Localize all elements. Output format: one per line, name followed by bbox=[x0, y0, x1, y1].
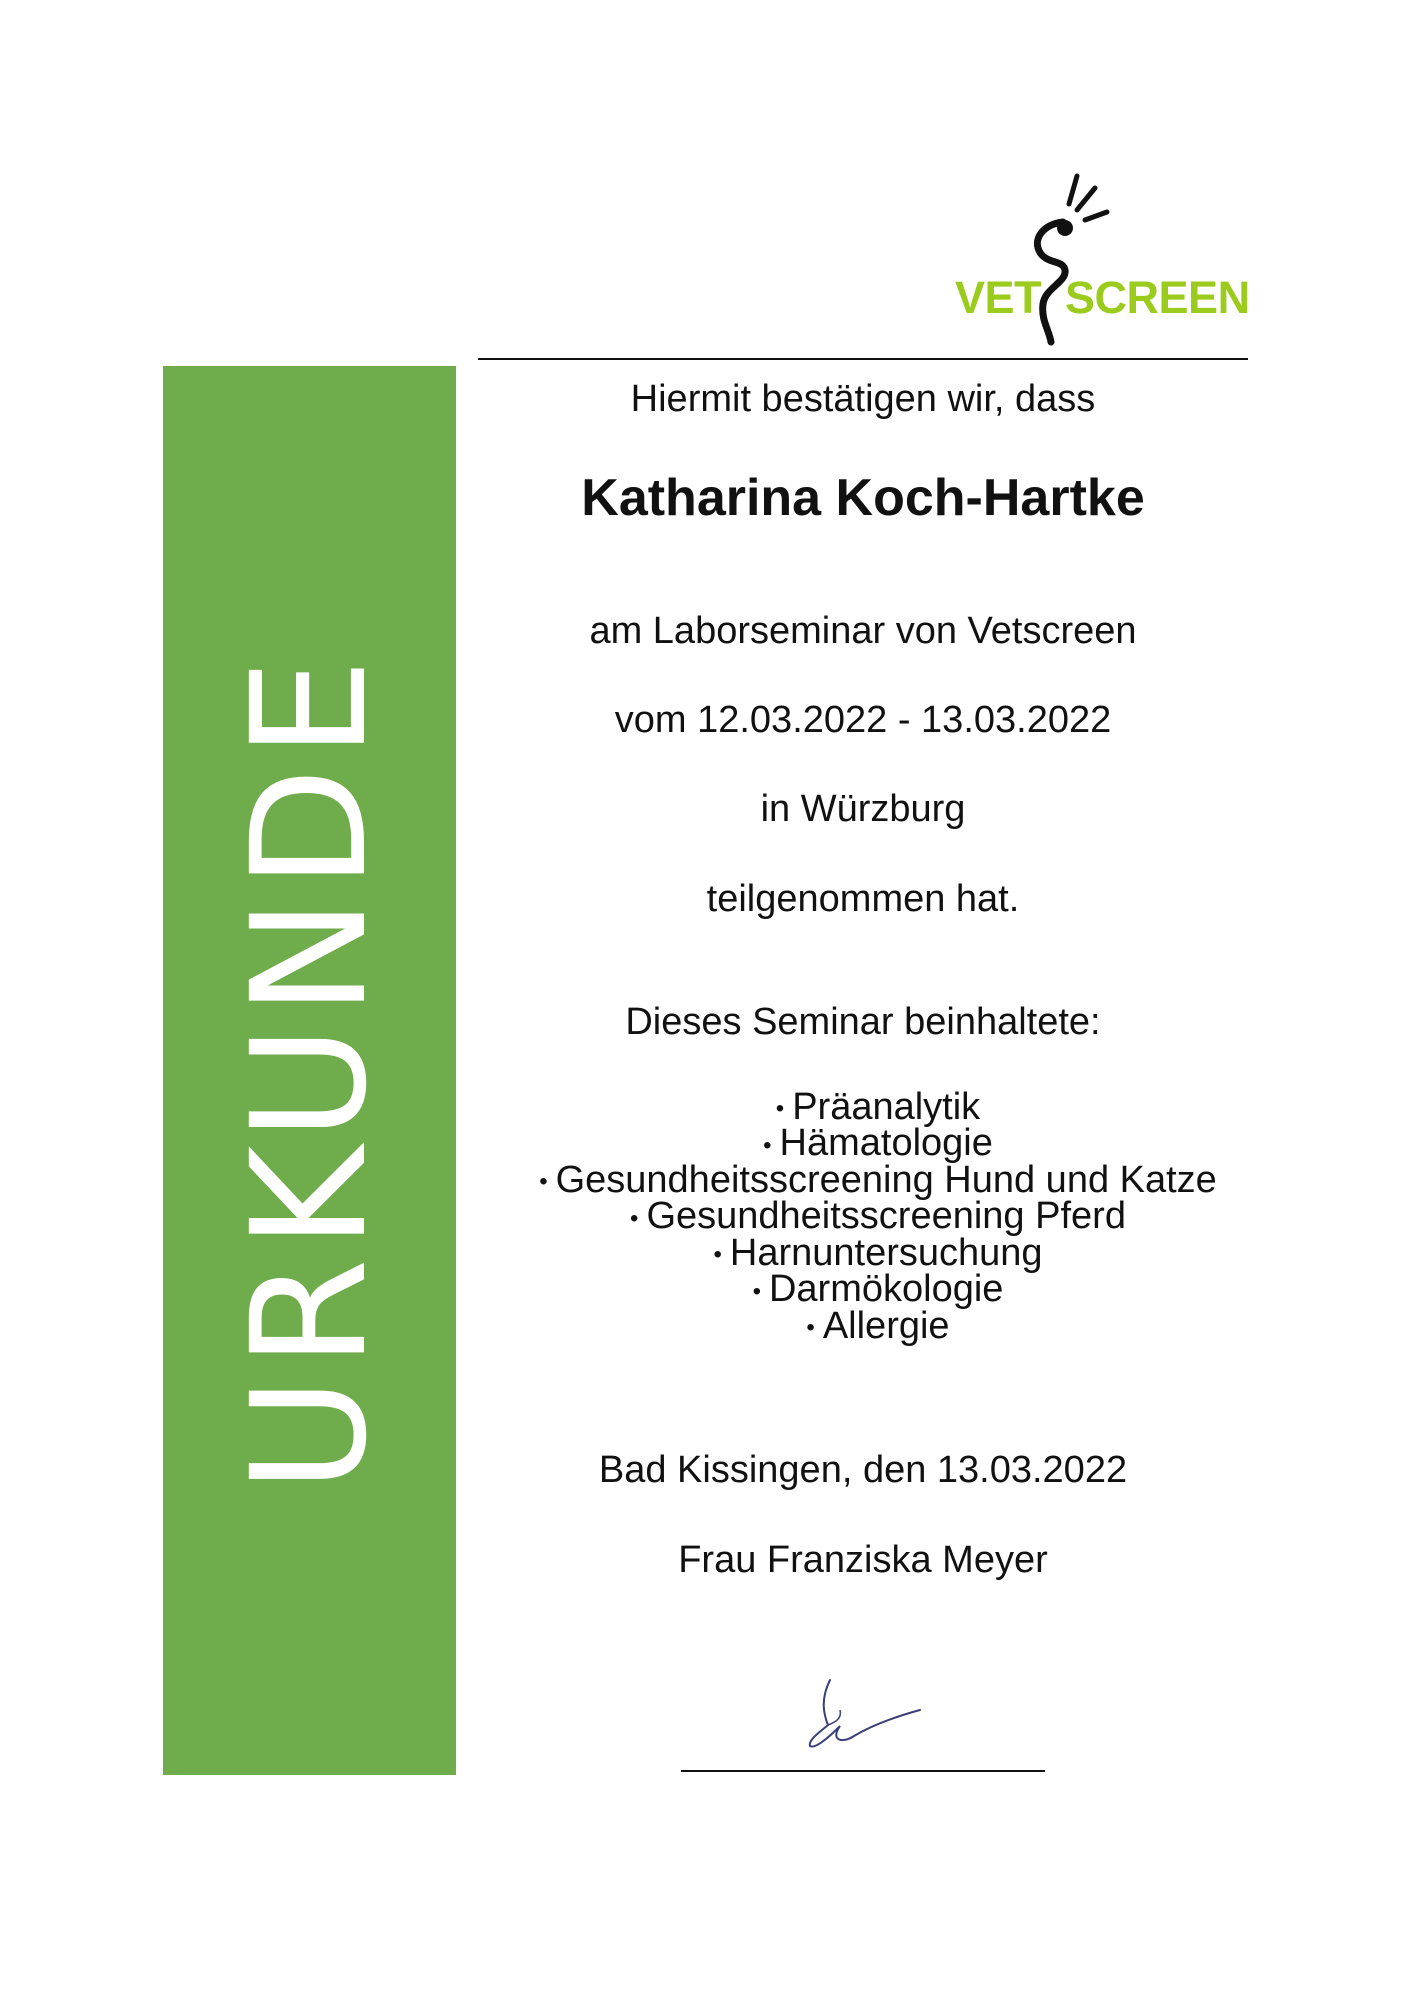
list-item: • Darmökologie bbox=[752, 1268, 1004, 1311]
list-item: • Gesundheitsscreening Hund und Katze bbox=[539, 1158, 1217, 1201]
list-item: • Präanalytik bbox=[775, 1086, 981, 1128]
vetscreen-figure-icon bbox=[945, 170, 1245, 360]
signature-icon bbox=[790, 1670, 930, 1760]
urkunde-banner bbox=[163, 366, 456, 1775]
signatory-name: Frau Franziska Meyer bbox=[678, 1539, 1048, 1581]
list-item: • Gesundheitsscreening Pferd bbox=[630, 1195, 1126, 1238]
participated-text: teilgenommen hat. bbox=[706, 878, 1020, 920]
logo-text-vet: VET bbox=[955, 272, 1042, 323]
list-item: • Harnuntersuchung bbox=[713, 1231, 1043, 1274]
participant-name: Katharina Koch-Hartke bbox=[581, 469, 1145, 527]
location-text: in Würzburg bbox=[760, 788, 966, 830]
banner-title: URKUNDE bbox=[217, 648, 402, 1493]
seminar-text: am Laborseminar von Vetscreen bbox=[589, 610, 1137, 652]
logo-text-screen: SCREEN bbox=[1065, 272, 1250, 323]
topics-list bbox=[478, 1086, 1278, 1347]
intro-text: Hiermit bestätigen wir, dass bbox=[630, 378, 1096, 420]
top-divider bbox=[478, 358, 1248, 360]
list-item: • Allergie bbox=[806, 1304, 950, 1347]
dates-text: vom 12.03.2022 - 13.03.2022 bbox=[614, 699, 1112, 741]
vetscreen-logo bbox=[945, 170, 1250, 360]
list-item: • Hämatologie bbox=[763, 1122, 993, 1165]
contents-heading: Dieses Seminar beinhaltete: bbox=[625, 1001, 1101, 1043]
signature-line bbox=[681, 1770, 1045, 1772]
place-date-text: Bad Kissingen, den 13.03.2022 bbox=[598, 1449, 1128, 1491]
